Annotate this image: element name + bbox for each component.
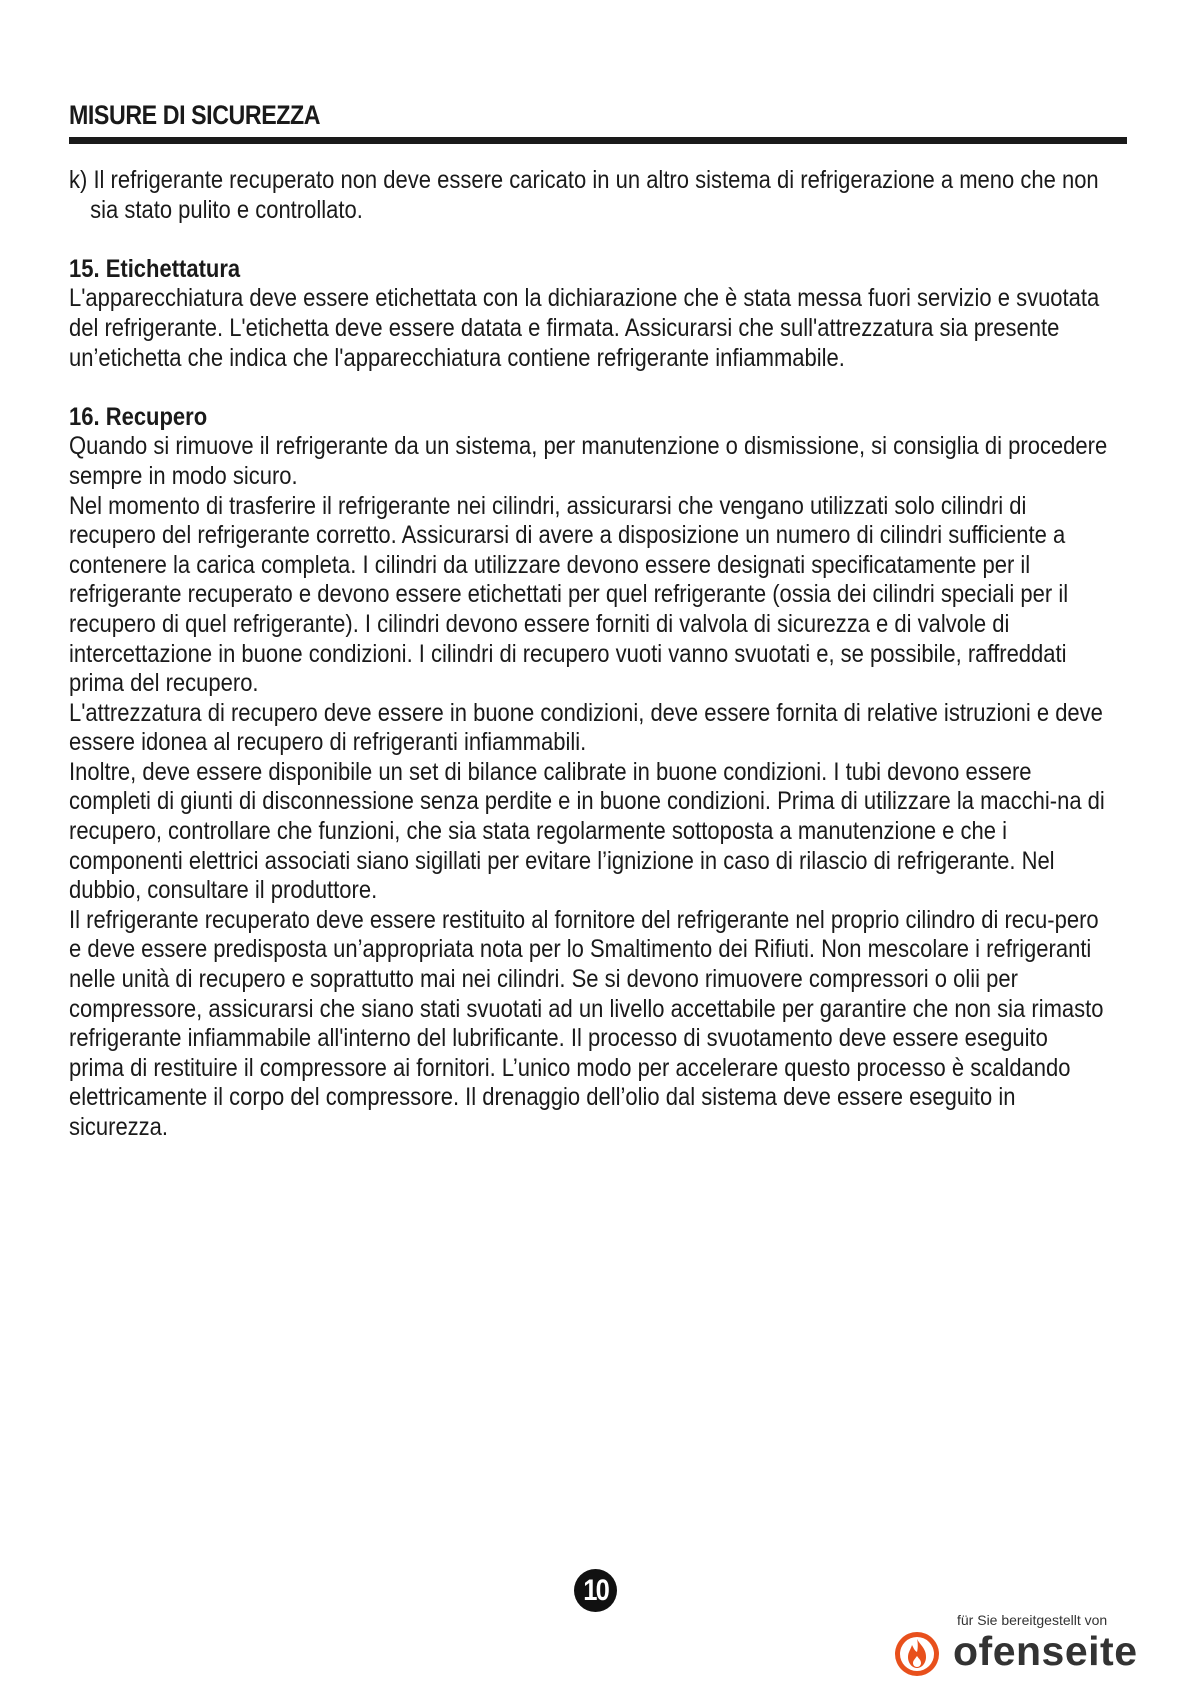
list-item-k: k) Il refrigerante recuperato non deve essere caricato in un altro sistema di refrigerazione a meno che non sia stato pulito e controllato. <box>69 166 1099 224</box>
page-number: 10 <box>583 1573 608 1607</box>
provided-by-label: für Sie bereitgestellt von <box>957 1612 1108 1628</box>
section-16-paragraph: Quando si rimuove il refrigerante da un sistema, per manutenzione o dismissione, si consiglia di procedere sempre in modo sicuro. <box>69 432 1108 490</box>
section-15-body: L'apparecchiatura deve essere etichettata con la dichiarazione che è stata messa fuori servizio e svuotata del refrigerante. L'etichetta deve essere datata e firmata. Assicurarsi che sull'attrezzatura sia presente un’etichetta che indica che l'apparecchiatura contiene refrigerante infiammabile. <box>69 284 1100 372</box>
header-divider <box>69 137 1127 144</box>
section-16-heading: 16. Recupero <box>69 402 208 431</box>
page-title: MISURE DI SICUREZZA <box>69 100 321 130</box>
section-16-paragraph: Il refrigerante recuperato deve essere restituito al fornitore del refrigerante nel proprio cilindro di recu-pero e deve essere predisposta un’appropriata nota per lo Smaltimento dei Rifiuti. Non mescolare i refrigeranti nelle unità di recupero e soprattutto mai nei cilindri. Se si devono rimuovere compressori o olii per compressore, assicurarsi che siano stati svuotati ad un livello accettabile per garantire che non sia rimasto refrigerante infiammabile all'interno del lubrificante. Il processo di svuotamento deve essere eseguito prima di restituire il compressore ai fornitori. L’unico modo per accelerare questo processo è scaldando elettricamente il corpo del compressore. Il drenaggio dell’olio dal sistema deve essere eseguito in sicurezza. <box>69 905 1104 1141</box>
section-16-paragraph: Inoltre, deve essere disponibile un set di bilance calibrate in buone condizioni. I tubi devono essere completi di giunti di disconnessione senza perdite e in buone condizioni. Prima di utilizzare la macchi-na di recupero, controllare che funzioni, che sia stata regolarmente sottoposta a manutenzione e che i componenti elettrici associati siano sigillati per evitare l’ignizione in caso di rilascio di refrigerante. Nel dubbio, consultare il produttore. <box>69 757 1105 905</box>
section-15-heading: 15. Etichettatura <box>69 254 241 283</box>
section-16-paragraph: L'attrezzatura di recupero deve essere in buone condizioni, deve essere fornita di relative istruzioni e deve essere idonea al recupero di refrigeranti infiammabili. <box>69 698 1103 757</box>
page-number-badge <box>574 1569 617 1612</box>
flame-icon <box>893 1630 941 1678</box>
section-16-paragraph: Nel momento di trasferire il refrigerante nei cilindri, assicurarsi che vengano utilizzati solo cilindri di recupero del refrigerante corretto. Assicurarsi di avere a disposizione un numero di cilindri sufficiente a contenere la carica completa. I cilindri da utilizzare devono essere designati specificatamente per il refrigerante recuperato e devono essere etichettati per quel refrigerante (ossia dei cilindri speciali per il recupero di quel refrigerante). I cilindri devono essere forniti di valvola di sicurezza e di valvole di intercettazione in buone condizioni. I cilindri di recupero vuoti vanno svuotati e, se possibile, raffreddati prima del recupero. <box>69 491 1069 698</box>
document-body <box>69 166 1107 1143</box>
brand-name: ofenseite <box>953 1628 1138 1674</box>
